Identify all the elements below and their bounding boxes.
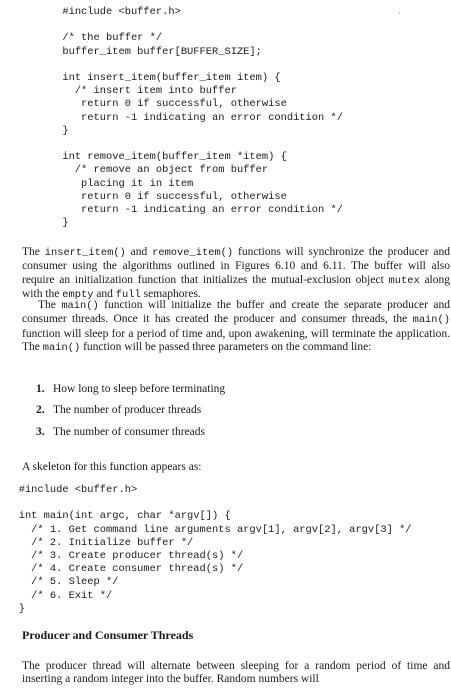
paragraph-synchronize: The insert_item() and remove_item() functions will synchronize the producer and consumer using the algorithms outlined in Figures 6.10 and 6.11. The buffer will also require an initialization function that initializes the mutual-exclusion object mutex along with the empty and full semaphores. <box>22 246 450 301</box>
paragraph-producer-thread: The producer thread will alternate between sleeping for a random period of time and inserting a random integer into the buffer. Random numbers will <box>22 660 450 686</box>
list-item: 1. How long to sleep before terminating <box>36 383 226 395</box>
skeleton-intro: A skeleton for this function appears as: <box>22 461 202 473</box>
paragraph-main-function: The main() function will initialize the buffer and create the separate producer and consumer threads. Once it has created the producer and consumer threads, the main() function will sleep for a period of time and, upon awakening, will terminate the application. The main() function will be passed three parameters on the command line: <box>22 299 450 354</box>
stray-mark: · <box>398 8 401 18</box>
buffer-code-listing: #include <buffer.h> /* the buffer */ buffer_item buffer[BUFFER_SIZE]; int insert_item(buffer_item item) { /* insert item into buffer return 0 if successful, otherwise return -1 indicating an error condition */ } int remove_item(buffer_item *item) { /* remove an object from buffer placing it in item return 0 if successful, otherwise return -1 indicating an error condition */ } <box>62 6 343 230</box>
section-heading: Producer and Consumer Threads <box>22 628 194 642</box>
list-item: 2. The number of producer threads <box>36 404 202 417</box>
main-skeleton-code: #include <buffer.h> int main(int argc, char *argv[]) { /* 1. Get command line arguments argv[1], argv[2], argv[3] */ /* 2. Initialize buffer */ /* 3. Create producer thread(s) */ /* 4. Create consumer thread(s) */ /* 5. Sleep */ /* 6. Exit */ } <box>18 484 412 615</box>
parameter-list <box>36 383 416 447</box>
list-item: 3. The number of consumer threads <box>36 425 206 438</box>
